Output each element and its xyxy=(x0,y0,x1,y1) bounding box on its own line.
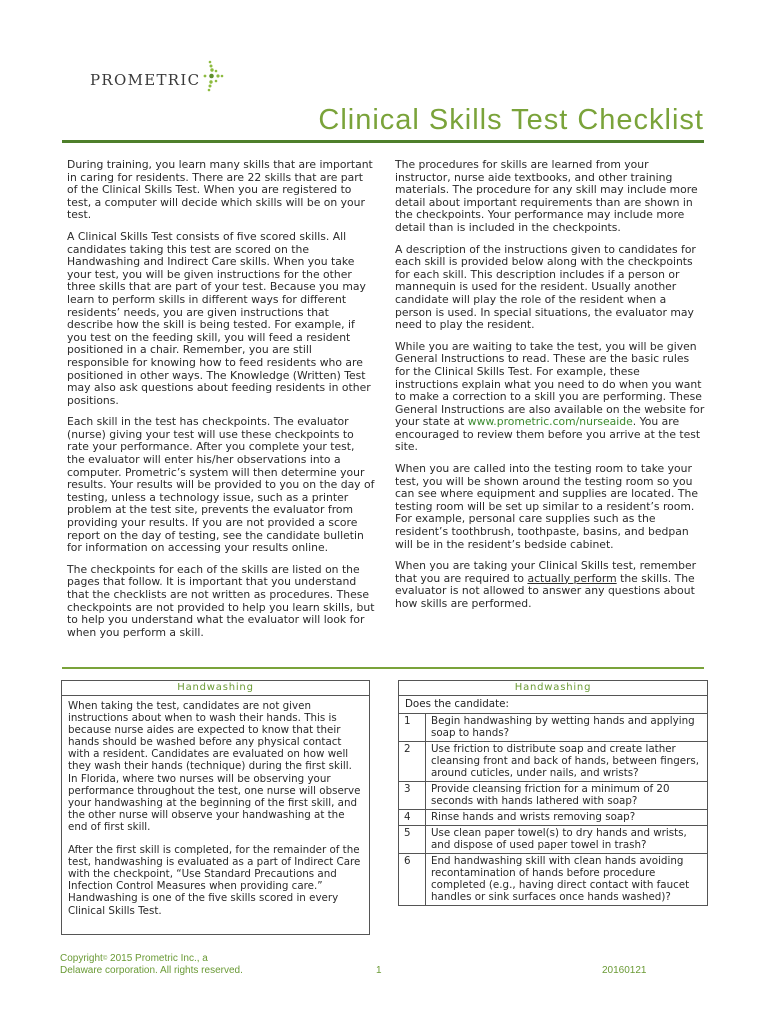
handwashing-info-paragraph: When taking the test, candidates are not given instructions about when to wash their hands. This is because nurse aides are expected to know that their hands should be washed before any physical contact with a resident. Candidates are evaluated on how well they wash their hands (technique) during the first skill. In Florida, where two nurses will be observing your performance throughout the test, one nurse will observe your handwashing at the beginning of the first skill, and the other nurse will observe your handwashing at the end of first skill. xyxy=(68,700,361,833)
logo-text: PROMETRIC xyxy=(90,71,201,89)
copyright-notice: Copyright© 2015 Prometric Inc., a Delaware corporation. All rights reserved. xyxy=(60,953,243,976)
step-text: Use clean paper towel(s) to dry hands and wrists, and dispose of used paper towel in trash? xyxy=(426,826,708,854)
intro-paragraph: During training, you learn many skills that are important in caring for residents. There are 22 skills that are part of the Clinical Skills Test. When you are registered to test, a computer will decide which skills will be on your test. xyxy=(67,158,373,222)
step-number: 3 xyxy=(399,782,426,810)
page-number: 1 xyxy=(376,965,382,976)
checklist-intro: Does the candidate: xyxy=(399,696,707,714)
step-text: End handwashing skill with clean hands avoiding recontamination of hands before procedure completed (e.g., having direct contact with faucet handles or sink surfaces once hands washed)? xyxy=(426,854,708,906)
section-divider xyxy=(62,667,704,669)
nurseaide-link[interactable]: www.prometric.com/nurseaide xyxy=(467,415,633,429)
handwashing-info-paragraph: After the first skill is completed, for the remainder of the test, handwashing is evaluated as a part of Indirect Care with the checkpoint, “Use Standard Precautions and Infection Control Measures when providing care.” Handwashing is one of the five skills scored in every Clinical Skills Test. xyxy=(68,844,361,917)
step-text: Provide cleansing friction for a minimum of 20 seconds with hands lathered with soap? xyxy=(426,782,708,810)
handwashing-info-heading: Handwashing xyxy=(62,681,369,696)
page-title: Clinical Skills Test Checklist xyxy=(318,104,704,136)
step-text: Begin handwashing by wetting hands and applying soap to hands? xyxy=(431,715,695,739)
checklist-row xyxy=(399,826,707,854)
scored-skills-paragraph: A Clinical Skills Test consists of five scored skills. All candidates taking this test are scored on the Handwashing and Indirect Care skills. When you take your test, you will be given instructions for the other three skills that are part of your test. Because you may learn to perform skills in different ways for different residents’ needs, you are given instructions that describe how the skill is being tested. For example, if you test on the feeding skill, you will feed a resident positioned in a chair. Remember, you are still responsible for knowing how to feed residents who are positioned in other ways. The Knowledge (Written) Test may also ask questions about feeding residents in other positions. xyxy=(67,229,371,407)
checklist-row xyxy=(399,782,707,810)
checklist-row xyxy=(399,810,707,826)
testing-room-paragraph: When you are called into the testing room to take your test, you will be shown around the testing room so you can see where equipment and supplies are located. The testing room will be set up similar to a resident’s room. For example, personal care supplies such as the resident’s toothbrush, toothpaste, basins, and bedpan will be in the resident’s bedside cabinet. xyxy=(395,462,698,551)
procedures-paragraph: The procedures for skills are learned from your instructor, nurse aide textbooks, and other training materials. The procedure for any skill may include more detail about important requirements than are shown in the checkpoints. Your performance may include more detail than is included in the checkpoints. xyxy=(395,158,698,234)
handwashing-checklist xyxy=(398,680,708,906)
instructions-description-paragraph: A description of the instructions given to candidates for each skill is provided below along with the checkpoints for each skill. This description includes if a person or mannequin is used for the resident. Usually another candidate will play the role of the resident when a person is used. In special situations, the evaluator may need to play the resident. xyxy=(395,242,696,332)
title-divider xyxy=(62,140,704,143)
actually-perform-paragraph: When you are taking your Clinical Skills test, remember that you are required to actually perform the skills. The evaluator is not allowed to answer any questions about how skills are performed. xyxy=(395,559,697,610)
right-column xyxy=(395,159,705,620)
checklist-row xyxy=(399,714,707,742)
step-number: 4 xyxy=(399,810,426,826)
step-number: 5 xyxy=(399,826,426,854)
step-number: 1 xyxy=(399,714,426,742)
copyright-mark: © xyxy=(102,956,108,962)
prometric-star-icon xyxy=(202,60,224,94)
document-code: 20160121 xyxy=(602,965,647,976)
checklist-row xyxy=(399,742,707,782)
left-column xyxy=(67,159,375,648)
checklist-table xyxy=(399,714,707,905)
checklist-row xyxy=(399,854,707,906)
checklist-heading: Handwashing xyxy=(399,681,707,696)
prometric-logo xyxy=(90,66,224,94)
step-number: 2 xyxy=(399,742,426,782)
step-text: Use friction to distribute soap and create lather cleansing front and back of hands, between fingers, around cuticles, under nails, and wrists? xyxy=(426,742,708,782)
general-instructions-paragraph: While you are waiting to take the test, you will be given General Instructions to read. These are the basic rules for the Clinical Skills Test. For example, these instructions explain what you need to do when you want to make a correction to a skill you are performing. These General Instructions are also available on the website for your state at www.prometric.com/nurseaide. You are encouraged to review them before you arrive at the test site. xyxy=(395,339,705,454)
checkpoints-paragraph: Each skill in the test has checkpoints. The evaluator (nurse) giving your test will use these checkpoints to rate your performance. After you complete your test, the evaluator will enter his/her observations into a computer. Prometric’s system will then determine your results. Your results will be provided to you on the day of testing, unless a technology issue, such as a printer problem at the test site, prevents the evaluator from providing your results. If you are not provided a score report on the day of testing, see the candidate bulletin for information on accessing your results online. xyxy=(67,415,375,555)
handwashing-info-box xyxy=(61,680,370,935)
handwashing-info-body xyxy=(62,696,369,917)
actually-perform-emphasis: actually perform xyxy=(527,571,617,585)
step-text: Rinse hands and wrists removing soap? xyxy=(426,810,708,826)
checklist-note-paragraph: The checkpoints for each of the skills are listed on the pages that follow. It is important that you understand that the checklists are not written as procedures. These checkpoints are not provided to help you learn skills, but to help you understand what the evaluator will look for when you perform a skill. xyxy=(67,562,375,639)
step-number: 6 xyxy=(399,854,426,906)
